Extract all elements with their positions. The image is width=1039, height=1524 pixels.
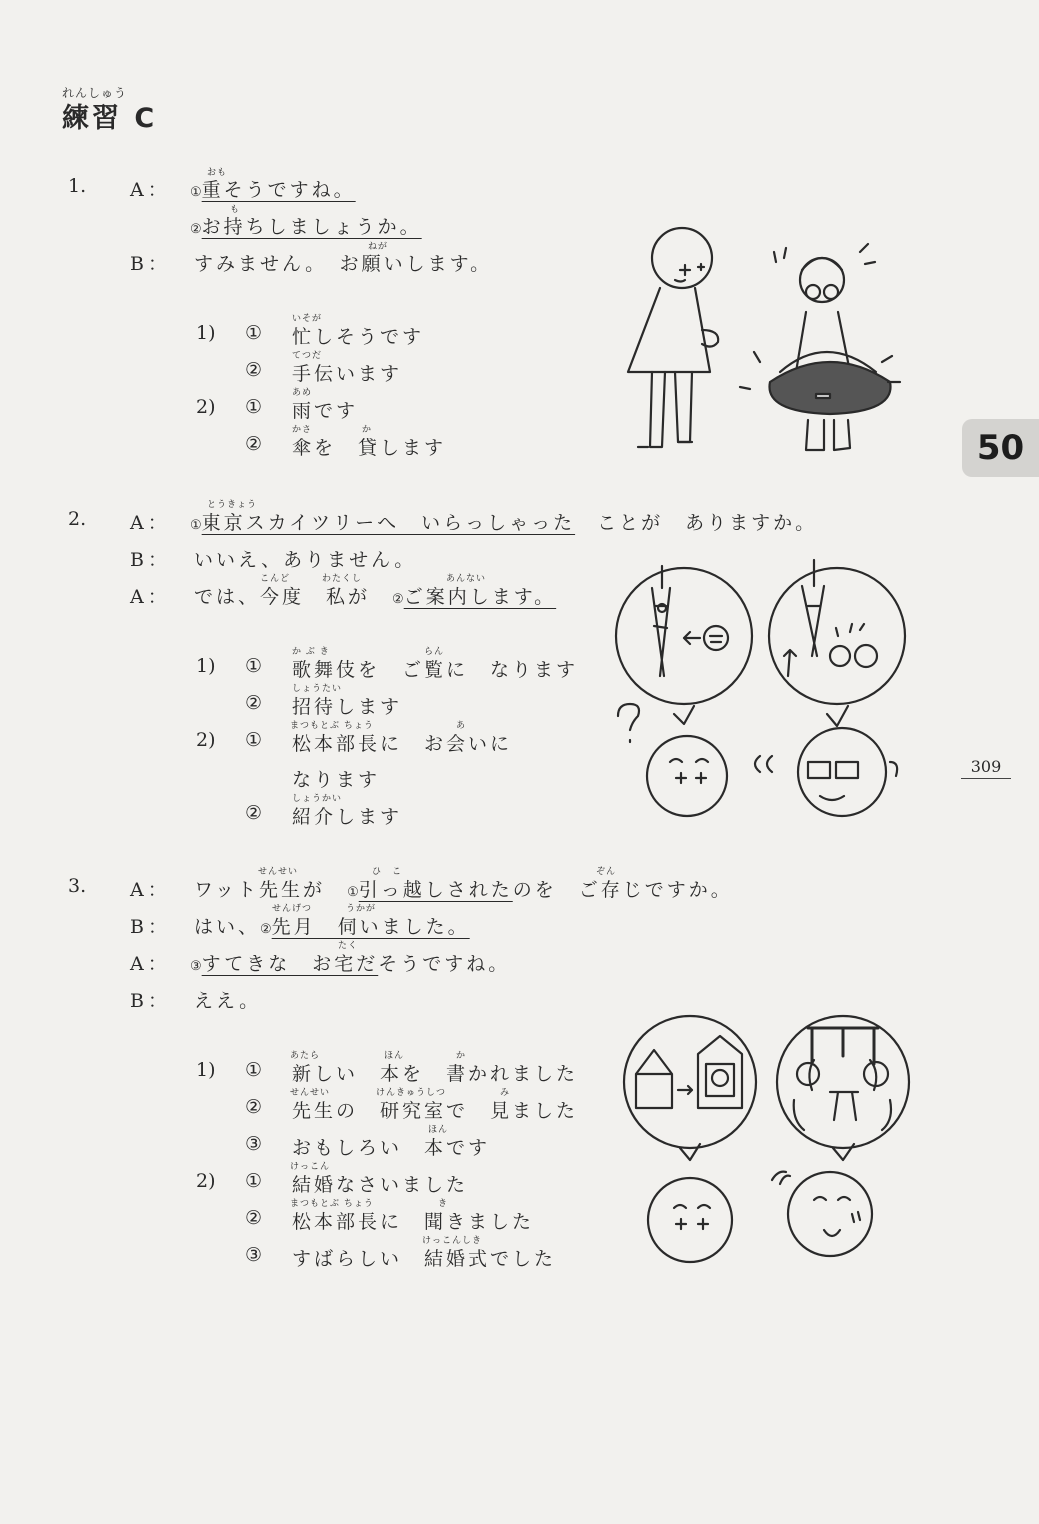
ex3-line1-text: ワット先生が: [194, 879, 326, 901]
ex3-line1-rest: のを ご存じですか。: [512, 879, 733, 901]
ex1-l3-ruby: ねが: [368, 242, 389, 252]
ex2-line1-underlined: 東京スカイツリーへ いらっしゃった: [201, 512, 576, 534]
circled-marker: ②: [260, 922, 272, 937]
ex3-sub2-1: 結婚なさいました: [292, 1174, 469, 1196]
ex3-line1-underlined: 引っ越しされた: [358, 879, 513, 901]
ex1-sub1-marker1: ①: [245, 322, 263, 344]
ex2-line3-text: では、今度 私が: [194, 586, 371, 608]
ex2-sub1-1-ruby-b: らん: [424, 647, 445, 657]
ex1-sub1-marker2: ②: [245, 359, 263, 381]
ex2-l3-ruby-c: あんない: [446, 574, 487, 584]
ex3-sub2-1-ruby: けっこん: [290, 1162, 331, 1172]
ex3-sub1-label: 1): [196, 1059, 216, 1081]
ex1-sub1-1: 忙しそうです: [292, 326, 425, 348]
ex3-number: 3.: [68, 875, 87, 897]
ex2-line3-underlined: ご案内します。: [403, 586, 557, 608]
ex2-sub1-2: 招待します: [292, 696, 403, 718]
ex1-sub2-2-ruby-b: か: [362, 425, 373, 435]
title-ruby: れんしゅう: [62, 86, 128, 100]
circled-marker: ①: [190, 518, 202, 533]
ex3-sub2-3: すばらしい 結婚式でした: [292, 1248, 557, 1270]
ex2-sub2-1-ruby-a: まつもとぶ ちょう: [290, 721, 374, 731]
ex2-l1-ruby: とうきょう: [207, 500, 258, 510]
ex2-speaker-b: B：: [130, 549, 171, 571]
ex1-sub2-label: 2): [196, 396, 216, 418]
ex3-sub1-1-ruby-a: あたら: [290, 1051, 321, 1061]
ex3-sub1-2-ruby-b: けんきゅうしつ: [376, 1088, 447, 1098]
ex3-sub1-marker1: ①: [245, 1059, 263, 1081]
ex2-line2: いいえ、ありません。: [194, 549, 417, 571]
ex3-sub2-marker2: ②: [245, 1207, 263, 1229]
ex2-speaker-a2: A：: [130, 586, 171, 608]
ex3-sub1-marker3: ③: [245, 1133, 263, 1155]
ex3-sub2-2-ruby-a: まつもとぶ ちょう: [290, 1199, 374, 1209]
ex3-sub1-1-ruby-c: か: [456, 1051, 467, 1061]
ex3-sub2-2-ruby-b: き: [438, 1199, 449, 1209]
ex3-l2-ruby-a: せんげつ: [272, 904, 313, 914]
ex1-speaker-a: A：: [130, 179, 171, 201]
ex3-illustration: [618, 1004, 938, 1274]
ex2-l3-ruby-b: わたくし: [322, 574, 363, 584]
ex3-line3-underlined: すてきな お宅だ: [201, 953, 379, 975]
ex3-sub2-label: 2): [196, 1170, 216, 1192]
ex1-sub2-2: 傘を 貸します: [292, 437, 447, 459]
ex3-l1-ruby-b: ひ こ: [372, 867, 403, 877]
arrow-right-icon: [678, 1086, 692, 1094]
ex2-sub1-label: 1): [196, 655, 216, 677]
ex2-sub1-2-ruby: しょうたい: [292, 684, 343, 694]
ex3-sub2-marker3: ③: [245, 1244, 263, 1266]
ex3-l2-ruby-b: うかが: [346, 904, 377, 914]
circled-marker: ①: [190, 185, 202, 200]
ex3-sub1-3-ruby: ほん: [428, 1125, 449, 1135]
ex3-sub2-2: 松本部長に 聞きました: [292, 1211, 535, 1233]
ex1-speaker-b: B：: [130, 253, 171, 275]
ex1-sub2-marker2: ②: [245, 433, 263, 455]
ex2-sub2-2: 紹介します: [292, 806, 403, 828]
ex2-sub2-marker2: ②: [245, 802, 263, 824]
ex2-sub2-marker1: ①: [245, 729, 263, 751]
ex2-sub1-1: 歌舞伎を ご覧に なります: [292, 659, 579, 681]
ex3-speaker-b: B：: [130, 916, 171, 938]
ex3-sub1-2-ruby-a: せんせい: [290, 1088, 331, 1098]
ex2-sub1-1-ruby-a: か ぶ き: [292, 647, 330, 657]
ex3-l1-ruby-c: ぞん: [596, 867, 617, 877]
circled-marker: ②: [190, 222, 202, 237]
ex2-line1: [190, 508, 817, 535]
ex1-sub1-2-ruby: てつだ: [292, 351, 323, 361]
ex3-line3: [190, 949, 510, 976]
ex2-line1-rest: ことが ありますか。: [597, 512, 818, 534]
ex2-number: 2.: [68, 508, 87, 530]
ex3-speaker-a2: A：: [130, 953, 171, 975]
ex2-sub2-1b: なります: [292, 769, 381, 791]
ex2-illustration: [612, 546, 932, 836]
page-number: 309: [961, 757, 1011, 779]
ex3-l1-ruby-a: せんせい: [258, 867, 299, 877]
ex1-sub2-1: 雨です: [292, 400, 359, 422]
ex1-l2-ruby: も: [230, 205, 241, 215]
ex1-sub2-marker1: ①: [245, 396, 263, 418]
ex3-sub1-2-ruby-c: み: [500, 1088, 511, 1098]
page-title: 練習 C: [62, 103, 158, 134]
ex3-speaker-b2: B：: [130, 990, 171, 1012]
ex2-speaker-a: A：: [130, 512, 171, 534]
ex1-sub1-2: 手伝います: [292, 363, 403, 385]
ex2-sub1-marker2: ②: [245, 692, 263, 714]
ex1-line1-text: 重そうですね。: [201, 179, 356, 201]
ex3-line2-text: はい、: [194, 916, 261, 938]
ex3-sub1-3: おもしろい 本です: [292, 1137, 491, 1159]
ex2-line3: [194, 582, 556, 609]
ex3-line2: [194, 912, 470, 939]
ex2-sub1-marker1: ①: [245, 655, 263, 677]
question-mark-icon: [618, 704, 639, 742]
arrow-up-icon: [784, 650, 796, 676]
ex3-line1: [194, 875, 733, 902]
ex1-number: 1.: [68, 175, 87, 197]
ex3-sub2-3-ruby: けっこんしき: [422, 1236, 483, 1246]
ex1-sub1-label: 1): [196, 322, 216, 344]
ex2-sub2-1-ruby-b: あ: [456, 721, 467, 731]
ex1-l1-ruby: おも: [207, 168, 228, 178]
ex2-sub2-2-ruby: しょうかい: [292, 794, 343, 804]
circled-marker: ①: [347, 885, 359, 900]
arrow-left-icon: [684, 632, 700, 644]
ex1-line2-text: お持ちしましょうか。: [201, 216, 422, 238]
ex3-line2-underlined: 先月 伺いました。: [271, 916, 470, 938]
ex3-sub2-marker1: ①: [245, 1170, 263, 1192]
ex1-sub2-2-ruby-a: かさ: [292, 425, 313, 435]
circled-marker: ②: [392, 592, 404, 607]
ex1-sub2-1-ruby: あめ: [292, 388, 313, 398]
ex3-speaker-a: A：: [130, 879, 171, 901]
ex1-line3: すみません。 お願いします。: [194, 253, 493, 275]
ex1-line2: [190, 212, 422, 239]
chapter-tab: 50: [962, 419, 1039, 477]
ex2-sub2-label: 2): [196, 729, 216, 751]
ex1-illustration: [620, 222, 920, 462]
ex1-line1: [190, 175, 356, 202]
ex2-sub2-1: 松本部長に お会いに: [292, 733, 513, 755]
ex2-l3-ruby-a: こんど: [260, 574, 291, 584]
ex3-sub1-1: 新しい 本を 書かれました: [292, 1063, 579, 1085]
ex3-line4: ええ。: [194, 990, 262, 1012]
ex3-sub1-1-ruby-b: ほん: [384, 1051, 405, 1061]
ex3-l3-ruby: たく: [338, 941, 359, 951]
ex3-sub1-2: 先生の 研究室で 見ました: [292, 1100, 579, 1122]
ex3-line3-rest: そうですね。: [378, 953, 511, 975]
ex3-sub1-marker2: ②: [245, 1096, 263, 1118]
circled-marker: ③: [190, 959, 202, 974]
ex1-sub1-1-ruby: いそが: [292, 314, 323, 324]
